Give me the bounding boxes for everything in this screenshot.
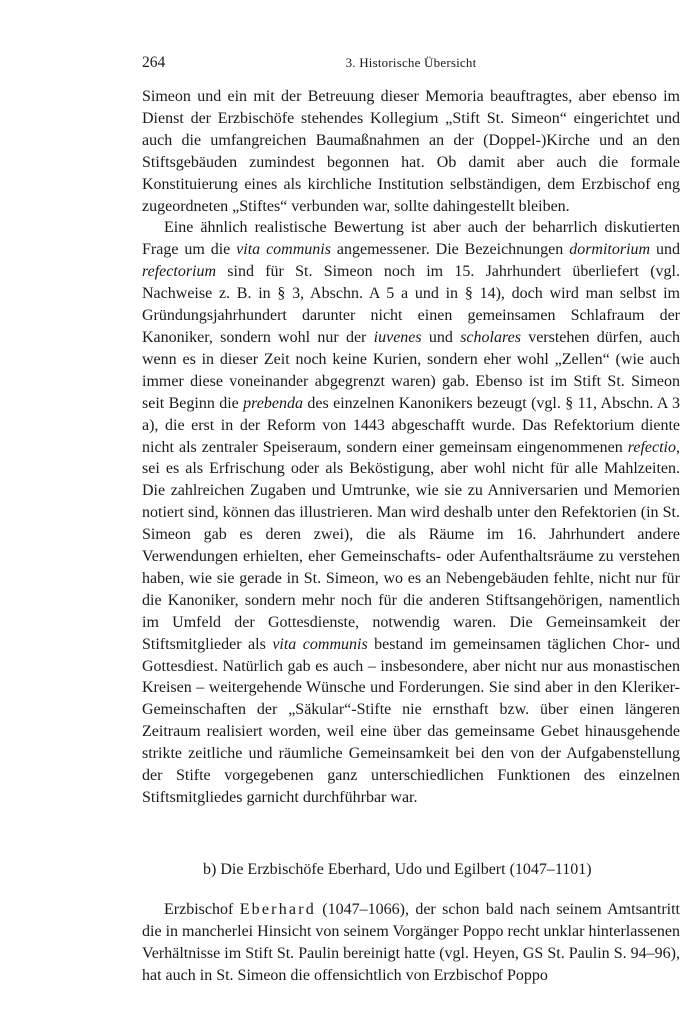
- text-segment: verstehen dürfen, auch wenn es in dieser Zeit noch keine Kurien, sondern eher wohl „Zellen“ (wie auch immer diese voneinander abgegrenzt waren) gab. Ebenso ist im Stift St. Simeon seit Beginn die: [142, 328, 680, 412]
- text-segment: angemessener. Die Bezeichnungen: [330, 241, 570, 259]
- italic-term: vita communis: [236, 241, 331, 259]
- italic-term: refectorium: [142, 263, 217, 281]
- closing-lead: Erzbischof: [164, 900, 240, 918]
- italic-term: refectio: [627, 438, 676, 456]
- text-segment: Simeon und ein mit der Betreuung dieser Memoria beauftragtes, aber ebenso im Dienst der Erzbischöfe stehendes Kollegium „Stift St. Simeon“ eingerichtet und auch die umfangreichen Baumaßnahmen an der (Doppel-)Kirche und an den Stiftsgebäuden zumindest begonnen hat. Ob damit aber auch die formale Konstituierung eines als kirchliche Institution selbständigen, dem Erzbischof eng zugeordneten „Stiftes“ verbunden war, sollte dahingestellt bleiben.: [142, 88, 680, 215]
- text-segment: des einzelnen Kanonikers bezeugt (vgl. § 11, Abschn. A 3 a), die erst in der Reform von 1443 abgeschafft wurde. Das Refektorium diente nicht als zentraler Speiseraum, sondern einer gemeinsam eingenommenen: [142, 394, 680, 456]
- text-segment: sind für St. Simeon noch im 15. Jahrhundert überliefert (vgl. Nachweise z. B. in § 3, Abschn. A 5 a und in § 14), doch wird man selbst im Gründungsjahrhundert darunter nicht einen gemeinsamen Schlafraum der Kanoniker, sondern wohl nur der: [142, 263, 680, 346]
- closing-paragraph: [142, 899, 680, 987]
- italic-term: prebenda: [243, 394, 303, 412]
- paragraph: [142, 86, 680, 217]
- main-text: [142, 86, 680, 809]
- chapter-title: 3. Historische Übersicht: [345, 55, 477, 70]
- text-segment: Eine ähnlich realistische Bewertung ist aber auch der beharrlich diskutierten Frage um die: [142, 219, 680, 259]
- closing-rest: (1047–1066), der schon bald nach seinem Amtsantritt die in mancherlei Hinsicht von seinem Vorgänger Poppo recht unklar hinterlassenen Verhältnisse im Stift St. Paulin bereinigt hatte (vgl. Heyen, GS St. Paulin S. 94–96), hat auch in St. Simeon die offensichtlich von Erzbischof Poppo: [142, 900, 681, 984]
- paragraph: [142, 217, 680, 808]
- text-segment: bestand im gemeinsamen täglichen Chor- und Gottesdiest. Natürlich gab es auch – insbesondere, aber nicht nur aus monastischen Kreisen – weitergehende Wünsche und Forderungen. Sie sind aber in den Kleriker-Gemeinschaften der „Säkular“-Stifte nie ernsthaft bzw. über einen längeren Zeitraum realisiert worden, weil eine über das gemeinsame Gebet hinausgehende strikte zeitliche und räumliche Gemeinsamkeit bei den von der Aufgabenstellung der Stifte vorgegebenen ganz unterschiedlichen Funktionen des einzelnen Stiftsmitgliedes garnicht durchführbar war.: [142, 635, 681, 806]
- text-segment: und: [650, 241, 681, 259]
- text-segment: , sei es als Erfrischung oder als Beköstigung, aber wohl nicht für alle Mahlzeiten. Die zahlreichen Zugaben und Umtrunke, wie sie zu Anniversarien und Memorien notiert sind, können das illustrieren. Man wird deshalb unter den Refektorien (in St. Simeon gab es deren zwei), die als Räume im 16. Jahrhundert andere Verwendungen erhielten, eher Gemeinschafts- oder Aufenthaltsräume zu verstehen haben, wie sie gerade in St. Simeon, wo es an Nebengebäuden fehlte, nicht nur für die Kanoniker, sondern mehr noch für die anderen Stiftsangehörigen, namentlich im Umfeld der Gottesdienste, notwendig waren. Die Gemeinsamkeit der Stiftsmitglieder als: [142, 438, 680, 653]
- italic-term: iuvenes: [373, 328, 422, 346]
- name-spaced: Eberhard: [239, 900, 316, 918]
- section-heading: b) Die Erzbischöfe Eberhard, Udo und Egilbert (1047–1101): [203, 860, 592, 878]
- text-segment: und: [421, 328, 461, 346]
- italic-term: dormitorium: [569, 241, 651, 259]
- italic-term: vita communis: [272, 635, 368, 653]
- running-head: [142, 52, 680, 74]
- italic-term: scholares: [460, 328, 521, 346]
- page-number: 264: [142, 54, 166, 71]
- book-page: [142, 52, 680, 987]
